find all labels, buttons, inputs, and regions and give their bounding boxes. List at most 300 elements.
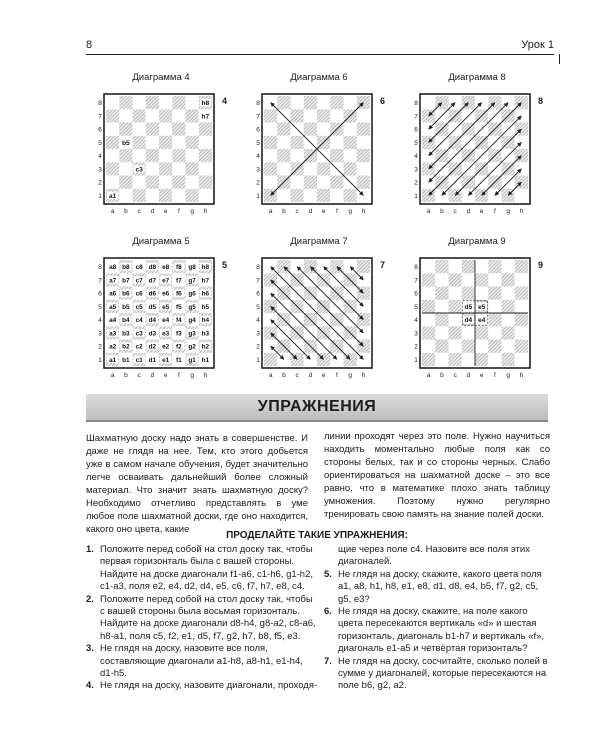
rank-label: 7 <box>414 113 418 121</box>
square-label: g1 <box>188 356 196 364</box>
board-square <box>264 123 277 136</box>
board-square <box>462 273 475 286</box>
board-square <box>159 162 172 175</box>
rank-label: 6 <box>256 290 260 298</box>
board-square <box>488 326 501 339</box>
board-square <box>435 340 448 353</box>
board-square <box>133 176 146 189</box>
rank-label: 2 <box>414 179 418 187</box>
rank-label: 6 <box>414 290 418 298</box>
file-label: h <box>519 372 524 379</box>
square-label: g3 <box>188 330 196 338</box>
file-label: h <box>203 208 208 215</box>
square-label: e6 <box>162 290 170 298</box>
board-square <box>133 109 146 122</box>
section-banner <box>86 394 548 422</box>
board-square <box>344 96 357 109</box>
board-square <box>291 109 304 122</box>
board-square <box>106 136 119 149</box>
rank-label: 5 <box>414 303 418 311</box>
square-label: b7 <box>122 277 130 285</box>
board-square <box>435 300 448 313</box>
board-square <box>264 109 277 122</box>
board-square <box>449 326 462 339</box>
square-label: d3 <box>148 330 157 338</box>
board-square <box>488 287 501 300</box>
file-label: d <box>308 372 313 379</box>
square-label: e5 <box>477 303 486 311</box>
board-square <box>159 149 172 162</box>
file-label: d <box>308 208 313 215</box>
page-number: 8 <box>86 39 93 51</box>
board-square <box>344 123 357 136</box>
file-label: a <box>110 208 115 215</box>
header-tick <box>559 54 560 64</box>
square-label: d8 <box>148 264 157 272</box>
file-label: f <box>177 372 180 379</box>
board-square <box>264 176 277 189</box>
rank-label: 5 <box>98 139 102 147</box>
board-square <box>133 123 146 136</box>
square-label: b1 <box>122 356 130 364</box>
rank-label: 3 <box>256 166 260 174</box>
file-label: h <box>361 372 366 379</box>
board-square <box>462 340 475 353</box>
chess-board <box>256 92 380 216</box>
rank-label: 7 <box>256 113 260 121</box>
rank-label: 7 <box>98 113 102 121</box>
board-square <box>488 313 501 326</box>
board-square <box>475 273 488 286</box>
board-square <box>172 162 185 175</box>
board-square <box>264 353 277 366</box>
chess-board <box>98 256 222 380</box>
board-square <box>133 149 146 162</box>
board-square <box>317 162 330 175</box>
board-square <box>186 136 199 149</box>
square-label: e7 <box>162 277 170 285</box>
square-label: e4 <box>477 317 486 325</box>
board-square <box>199 149 212 162</box>
board-square <box>515 313 528 326</box>
board-square <box>344 149 357 162</box>
board-square <box>186 96 199 109</box>
rank-label: 5 <box>414 139 418 147</box>
rank-label: 4 <box>414 153 418 161</box>
board-square <box>106 149 119 162</box>
board-square <box>435 287 448 300</box>
square-label: d5 <box>464 303 473 311</box>
board-square <box>146 162 159 175</box>
board-square <box>199 162 212 175</box>
board-square <box>357 149 370 162</box>
board-square <box>515 273 528 286</box>
board-square <box>330 96 343 109</box>
file-label: c <box>137 372 141 379</box>
board-square <box>475 340 488 353</box>
square-label: h4 <box>201 317 210 325</box>
board-square <box>422 273 435 286</box>
rank-label: 4 <box>414 317 418 325</box>
diagram-title: Диаграмма 4 <box>132 72 190 83</box>
file-label: c <box>453 208 457 215</box>
square-label: e5 <box>162 303 170 311</box>
rank-label: 4 <box>256 317 260 325</box>
board-square <box>422 313 435 326</box>
board-square <box>488 340 501 353</box>
rank-label: 8 <box>256 264 260 272</box>
square-label: f1 <box>176 356 182 364</box>
square-label: b4 <box>122 317 130 325</box>
chess-board <box>414 256 538 380</box>
board-square <box>186 109 199 122</box>
board-square <box>133 136 146 149</box>
board-square <box>330 109 343 122</box>
rank-label: 7 <box>256 277 260 285</box>
board-square <box>488 260 501 273</box>
exercise-item <box>86 544 318 594</box>
file-label: d <box>150 208 155 215</box>
board-square <box>291 149 304 162</box>
diagram-number: 6 <box>380 96 386 106</box>
square-label: g7 <box>188 277 196 285</box>
board-square <box>449 313 462 326</box>
square-label: c7 <box>135 277 143 285</box>
board-square <box>462 260 475 273</box>
board-square <box>186 176 199 189</box>
board-square <box>515 326 528 339</box>
board-square <box>106 176 119 189</box>
file-label: e <box>479 208 484 215</box>
exercise-item <box>324 569 550 606</box>
board-square <box>422 326 435 339</box>
square-label: g6 <box>188 290 196 298</box>
board-square <box>186 123 199 136</box>
board-square <box>502 260 515 273</box>
board-square <box>146 189 159 202</box>
board-square <box>304 189 317 202</box>
square-label: c2 <box>135 343 143 351</box>
square-label: h5 <box>201 303 210 311</box>
board-square <box>502 313 515 326</box>
board-square <box>330 149 343 162</box>
file-label: c <box>137 208 141 215</box>
board-square <box>435 313 448 326</box>
board-square <box>317 189 330 202</box>
board-square <box>435 353 448 366</box>
file-label: b <box>282 208 286 215</box>
board-square <box>304 96 317 109</box>
rank-label: 3 <box>256 330 260 338</box>
file-label: d <box>466 372 471 379</box>
rank-label: 5 <box>256 303 260 311</box>
exercise-text: Положите перед собой на стол доску так, чтобы первая горизонталь была с вашей стороны. Найдите на доске диагонали f1-a6, c1-h6, g1-h2, c1-a3, поля e2, e4, d2, d4, e5, c6, f7, h7, e8, c4. <box>100 544 314 593</box>
square-label: a5 <box>109 303 117 311</box>
rank-label: 5 <box>98 303 102 311</box>
diagram-number: 7 <box>380 260 386 270</box>
board-square <box>119 189 132 202</box>
board-square <box>435 326 448 339</box>
exercise-text: Положите перед собой на стол доску так, чтобы с вашей стороны была восьмая горизонталь. Найдите на доске диагонали d8-h4, g8-a2, c8-a6, h8-a1, поля c5, f2, e1, d5, f7, g2, h7, b8, f5, e3. <box>100 593 316 642</box>
rank-label: 4 <box>256 153 260 161</box>
square-label: c5 <box>135 303 143 311</box>
file-label: b <box>124 372 128 379</box>
square-label: e1 <box>162 356 170 364</box>
exercise-text: Не глядя на доску, скажите, какого цвета поля a1, a8, h1, h8, e1, e8, d1, d8, e4, b5, f7, g2, c5, g5, e3? <box>338 568 542 605</box>
exercises-left-column <box>86 544 318 693</box>
rank-label: 1 <box>414 356 418 364</box>
section-title: УПРАЖНЕНИЯ <box>257 398 377 415</box>
board-square <box>172 176 185 189</box>
board-square <box>317 109 330 122</box>
board-square <box>291 136 304 149</box>
file-label: b <box>124 208 128 215</box>
file-label: a <box>268 372 273 379</box>
file-label: e <box>163 372 168 379</box>
board-square <box>449 273 462 286</box>
rank-label: 1 <box>98 356 102 364</box>
board-square <box>357 162 370 175</box>
rank-label: 1 <box>98 192 102 200</box>
square-label: c1 <box>135 356 143 364</box>
file-label: e <box>321 208 326 215</box>
square-label: e3 <box>162 330 170 338</box>
rank-label: 6 <box>98 290 102 298</box>
exercise-text: Не глядя на доску, сосчитайте, сколько полей в сумме у диагоналей, которые пересекаются на поле b6, g2, a2. <box>338 655 548 692</box>
board-square <box>449 287 462 300</box>
square-label: d2 <box>148 343 157 351</box>
board-square <box>317 176 330 189</box>
file-label: h <box>203 372 208 379</box>
rank-label: 8 <box>98 264 102 272</box>
square-label: f7 <box>176 277 182 285</box>
square-label: h1 <box>201 356 210 364</box>
board-square <box>330 136 343 149</box>
rank-label: 2 <box>414 343 418 351</box>
rank-label: 1 <box>256 356 260 364</box>
board-square <box>449 340 462 353</box>
board-square <box>357 136 370 149</box>
exercise-continuation: щие через поле c4. Назовите все поля этих диагоналей. <box>338 544 530 568</box>
board-square <box>277 96 290 109</box>
board-square <box>172 189 185 202</box>
board-square <box>146 123 159 136</box>
board-square <box>502 326 515 339</box>
square-label: e2 <box>162 343 170 351</box>
file-label: e <box>163 208 168 215</box>
square-label: g4 <box>188 317 196 325</box>
file-label: c <box>295 208 299 215</box>
square-label: a1 <box>108 192 117 200</box>
file-label: f <box>493 208 496 215</box>
rank-label: 3 <box>414 166 418 174</box>
board-square <box>435 260 448 273</box>
rank-label: 6 <box>98 126 102 134</box>
square-label: c3 <box>135 330 143 338</box>
board-square <box>119 123 132 136</box>
board-square <box>502 287 515 300</box>
square-label: b8 <box>122 264 130 272</box>
board-square <box>475 326 488 339</box>
board-square <box>475 260 488 273</box>
rank-label: 2 <box>256 343 260 351</box>
board-square <box>106 162 119 175</box>
square-label: a7 <box>109 277 117 285</box>
board-square <box>264 136 277 149</box>
diagram-title: Диаграмма 8 <box>448 72 506 83</box>
rank-label: 3 <box>414 330 418 338</box>
diagram-title: Диаграмма 6 <box>290 72 348 83</box>
square-label: a2 <box>109 343 117 351</box>
board-square <box>199 136 212 149</box>
board-square <box>422 340 435 353</box>
board-square <box>119 162 132 175</box>
board-square <box>106 123 119 136</box>
diagram-title: Диаграмма 9 <box>448 236 506 247</box>
rank-label: 8 <box>414 100 418 108</box>
board-square <box>462 353 475 366</box>
board-square <box>159 189 172 202</box>
file-label: h <box>361 208 366 215</box>
file-label: a <box>268 208 273 215</box>
square-label: c3 <box>135 166 143 174</box>
diagram-number: 5 <box>222 260 228 270</box>
board-square <box>515 260 528 273</box>
diagram-number: 9 <box>538 260 544 270</box>
rank-label: 8 <box>256 100 260 108</box>
diagram-number: 8 <box>538 96 544 106</box>
board-square <box>291 189 304 202</box>
file-label: g <box>348 372 352 379</box>
board-square <box>304 109 317 122</box>
exercise-item <box>86 680 318 692</box>
board-square <box>172 149 185 162</box>
board-square <box>422 353 435 366</box>
board-square <box>264 162 277 175</box>
chess-board <box>98 92 222 216</box>
rank-label: 3 <box>98 166 102 174</box>
square-label: a1 <box>109 356 117 364</box>
file-label: c <box>295 372 299 379</box>
square-label: b2 <box>122 343 130 351</box>
square-label: d4 <box>148 317 157 325</box>
chess-board <box>414 92 538 216</box>
rank-label: 3 <box>98 330 102 338</box>
square-label: h3 <box>201 330 210 338</box>
square-label: b6 <box>122 290 130 298</box>
board-square <box>119 109 132 122</box>
file-label: g <box>506 208 510 215</box>
square-label: f4 <box>176 317 182 325</box>
board-square <box>449 353 462 366</box>
board-square <box>277 149 290 162</box>
board-square <box>186 189 199 202</box>
board-square <box>317 96 330 109</box>
exercise-text: Не глядя на доску, назовите диагонали, проходя- <box>100 680 318 692</box>
board-square <box>146 176 159 189</box>
file-label: f <box>335 372 338 379</box>
file-label: e <box>321 372 326 379</box>
file-label: a <box>110 372 115 379</box>
board-square <box>422 260 435 273</box>
board-square <box>488 273 501 286</box>
chess-board <box>256 256 380 380</box>
square-label: a8 <box>109 264 117 272</box>
board-square <box>159 96 172 109</box>
board-square <box>159 136 172 149</box>
board-square <box>502 353 515 366</box>
rank-label: 4 <box>98 153 102 161</box>
file-label: f <box>493 372 496 379</box>
board-square <box>172 109 185 122</box>
square-label: f2 <box>176 343 182 351</box>
file-label: g <box>190 208 194 215</box>
board-square <box>106 109 119 122</box>
board-square <box>502 340 515 353</box>
square-label: c6 <box>135 290 143 298</box>
square-label: f5 <box>176 303 182 311</box>
intro-text-right: линии проходят через это поле. Нужно научиться находить моментально любые поля как со стороны белых, так и со стороны черных. Слабо ориентироваться на шахматной доске – это все равно, что в математике плохо знать таблицу умножения. Поэтому нужно регулярно тренировать свою память на знание полей доски. <box>324 431 550 520</box>
board-square <box>146 149 159 162</box>
file-label: a <box>426 208 431 215</box>
board-square <box>159 123 172 136</box>
exercise-item <box>324 656 550 693</box>
board-square <box>515 353 528 366</box>
file-label: b <box>440 372 444 379</box>
exercise-item <box>324 606 550 656</box>
exercise-number: 3. <box>86 643 94 655</box>
rank-label: 4 <box>98 317 102 325</box>
file-label: c <box>453 372 457 379</box>
file-label: g <box>190 372 194 379</box>
board-square <box>475 287 488 300</box>
file-label: a <box>426 372 431 379</box>
square-label: h6 <box>201 290 210 298</box>
file-label: g <box>348 208 352 215</box>
square-label: h8 <box>201 264 210 272</box>
board-square <box>199 189 212 202</box>
file-label: b <box>282 372 286 379</box>
board-square <box>422 287 435 300</box>
board-square <box>172 136 185 149</box>
board-square <box>304 162 317 175</box>
board-square <box>502 273 515 286</box>
board-square <box>264 149 277 162</box>
square-label: f6 <box>176 290 182 298</box>
board-square <box>277 136 290 149</box>
board-square <box>330 189 343 202</box>
board-square <box>304 123 317 136</box>
board-square <box>435 273 448 286</box>
board-square <box>119 149 132 162</box>
board-square <box>291 176 304 189</box>
rank-label: 1 <box>256 192 260 200</box>
board-square <box>133 96 146 109</box>
board-square <box>488 300 501 313</box>
board-square <box>146 136 159 149</box>
board-square <box>515 340 528 353</box>
square-label: a6 <box>109 290 117 298</box>
exercise-number: 1. <box>86 544 94 555</box>
board-square <box>172 96 185 109</box>
square-label: g8 <box>188 264 196 272</box>
rank-label: 6 <box>414 126 418 134</box>
page-header <box>86 38 554 55</box>
board-square <box>357 260 370 273</box>
rank-label: 5 <box>256 139 260 147</box>
exercise-item <box>86 643 318 680</box>
board-square <box>199 176 212 189</box>
